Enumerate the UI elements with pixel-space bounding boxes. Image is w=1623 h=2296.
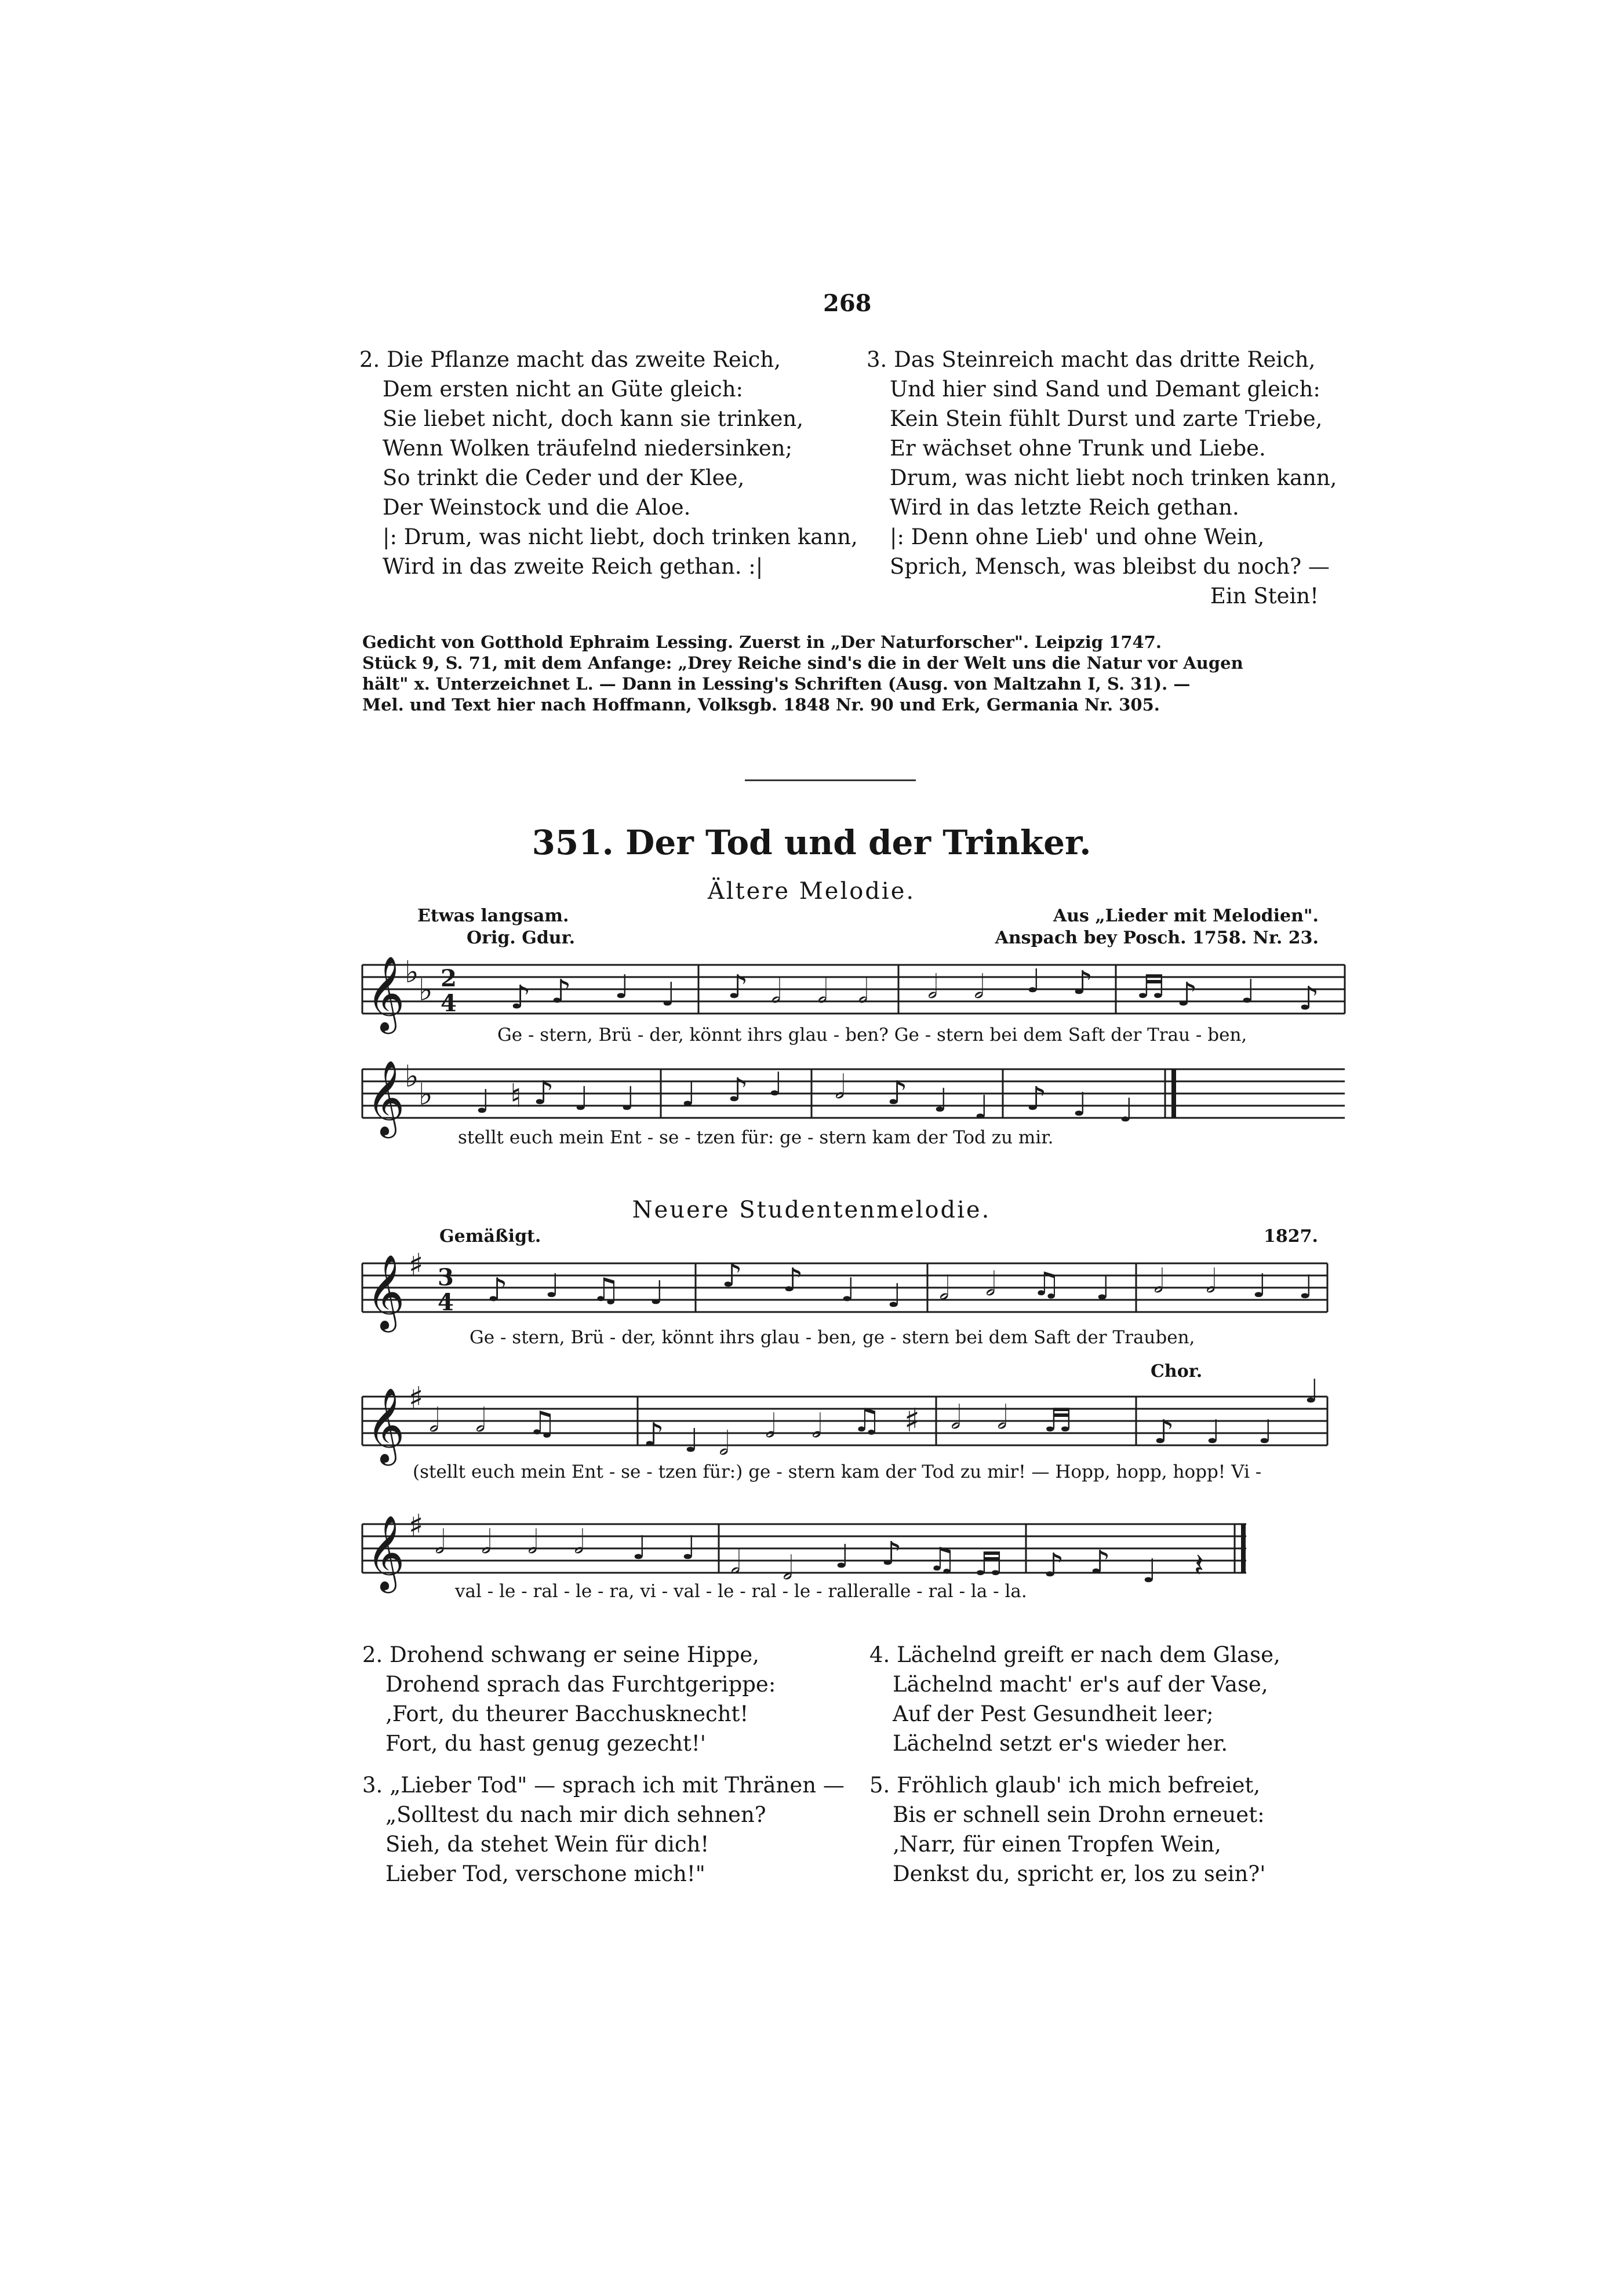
melody-source-2: Anspach bey Posch. 1758. Nr. 23. xyxy=(995,928,1319,948)
svg-text:♫: ♫ xyxy=(927,1541,957,1579)
svg-text:♪: ♪ xyxy=(727,968,748,1006)
svg-text:♩: ♩ xyxy=(1206,1413,1221,1451)
svg-text:♩: ♩ xyxy=(681,1076,697,1114)
verse-line: Lächelnd setzt er's wieder her. xyxy=(893,1731,1228,1756)
notes-staff-5 xyxy=(435,1524,1204,1590)
svg-text:♪: ♪ xyxy=(1072,964,1093,1002)
svg-text:𝄽: 𝄽 xyxy=(1194,1547,1204,1584)
verse-line: Fort, du hast genug gezecht!' xyxy=(385,1731,706,1756)
svg-text:♩: ♩ xyxy=(1304,1373,1320,1411)
svg-text:♪: ♪ xyxy=(1153,1413,1174,1451)
svg-text:♩: ♩ xyxy=(974,1089,989,1127)
svg-text:♩: ♩ xyxy=(475,1083,491,1121)
svg-text:♪: ♪ xyxy=(1177,976,1198,1014)
lyrics-melody2-line3: val - le - ral - le - ra, vi - val - le - ral - le - ralleralle - ral - la - la. xyxy=(455,1581,1027,1602)
notes-staff-4 xyxy=(429,1373,1319,1463)
verse-line: Auf der Pest Gesundheit leer; xyxy=(893,1701,1214,1726)
svg-text:♪: ♪ xyxy=(643,1416,664,1454)
svg-text:𝅗𝅥: 𝅗𝅥 xyxy=(429,1402,439,1439)
svg-text:♪: ♪ xyxy=(727,1072,748,1109)
verse-line: ‚Narr, für einen Tropfen Wein, xyxy=(893,1832,1221,1857)
time-sig-top: 3 xyxy=(438,1264,454,1291)
treble-clef-icon: 𝄞 xyxy=(366,1515,405,1590)
verse-2-bottom xyxy=(362,1640,776,1758)
svg-text:♩: ♩ xyxy=(684,1422,700,1460)
svg-text:♫: ♫ xyxy=(591,1271,621,1309)
svg-text:♩: ♩ xyxy=(1240,973,1256,1011)
page-number: 268 xyxy=(823,290,872,317)
verse-line: 3. Das Steinreich macht das dritte Reich, xyxy=(867,347,1316,372)
svg-text:♩: ♩ xyxy=(681,1529,697,1567)
sharp-icon: ♯ xyxy=(409,1381,424,1416)
staff-5-lines xyxy=(362,1524,1246,1573)
verse-line: Sie liebet nicht, doch kann sie trinken, xyxy=(383,406,803,431)
flat-icon: ♭ xyxy=(419,973,433,1008)
time-sig-top: 2 xyxy=(441,965,457,992)
svg-text:𝅗𝅥: 𝅗𝅥 xyxy=(574,1524,584,1561)
verse-line: Sprich, Mensch, was bleibst du noch? — xyxy=(890,554,1330,579)
svg-text:𝅗𝅥: 𝅗𝅥 xyxy=(719,1425,729,1463)
svg-text:𝅗𝅥: 𝅗𝅥 xyxy=(858,973,868,1011)
flat-icon: ♭ xyxy=(419,1077,433,1112)
melody-2-subtitle: Neuere Studentenmelodie. xyxy=(632,1197,991,1223)
verse-line: Und hier sind Sand und Demant gleich: xyxy=(890,377,1320,402)
verse-5-bottom xyxy=(869,1770,1265,1889)
verse-4-bottom xyxy=(869,1640,1280,1758)
svg-text:♩: ♩ xyxy=(574,1080,589,1118)
svg-text:𝅗𝅥: 𝅗𝅥 xyxy=(951,1399,961,1437)
svg-text:𝅗𝅥: 𝅗𝅥 xyxy=(939,1270,949,1307)
verse-3-bottom xyxy=(362,1770,845,1889)
svg-text:♩: ♩ xyxy=(620,1080,636,1118)
treble-clefs xyxy=(366,956,405,1594)
svg-text:♪: ♪ xyxy=(783,1262,803,1299)
verse-line: 5. Fröhlich glaub' ich mich befreiet, xyxy=(869,1773,1261,1798)
treble-clef-icon: 𝄞 xyxy=(366,1060,405,1135)
verse-line: Wird in das zweite Reich gethan. :| xyxy=(383,554,763,579)
key-marking: Orig. Gdur. xyxy=(467,928,576,948)
verse-line: |: Drum, was nicht liebt, doch trinken kann, xyxy=(383,524,858,549)
svg-text:♩: ♩ xyxy=(887,1277,903,1315)
song-title: 351. Der Tod und der Trinker. xyxy=(532,823,1091,862)
svg-text:♩: ♩ xyxy=(649,1274,665,1312)
note-line: Gedicht von Gotthold Ephraim Lessing. Zuerst in „Der Naturforscher". Leipzig 1747. xyxy=(362,632,1162,652)
svg-text:𝅗𝅥: 𝅗𝅥 xyxy=(1153,1263,1164,1300)
svg-text:𝅗𝅥: 𝅗𝅥 xyxy=(927,968,938,1006)
svg-text:𝅗𝅥: 𝅗𝅥 xyxy=(985,1266,996,1303)
svg-text:♩: ♩ xyxy=(1072,1086,1088,1124)
verse-line: „Solltest du nach mir dich sehnen? xyxy=(385,1802,766,1827)
verse-line: 3. „Lieber Tod" — sprach ich mit Thränen — xyxy=(362,1773,845,1798)
svg-text:𝅗𝅥: 𝅗𝅥 xyxy=(435,1524,445,1561)
verse-line: Wenn Wolken träufelnd niedersinken; xyxy=(383,436,793,461)
svg-text:♩: ♩ xyxy=(835,1538,850,1576)
svg-text:♩: ♩ xyxy=(933,1082,949,1120)
svg-text:♪: ♪ xyxy=(722,1257,743,1295)
verse-line: 4. Lächelnd greift er nach dem Glase, xyxy=(869,1642,1280,1667)
sharp-icon: ♯ xyxy=(409,1248,424,1282)
svg-text:♩: ♩ xyxy=(614,968,630,1006)
chorus-label: Chor. xyxy=(1151,1361,1203,1382)
verse-line: Denkst du, spricht er, los zu sein?' xyxy=(893,1861,1266,1886)
svg-text:𝅗𝅥: 𝅗𝅥 xyxy=(765,1408,776,1445)
verse-line: Bis er schnell sein Drohn erneuet: xyxy=(893,1802,1265,1827)
verse-line: |: Denn ohne Lieb' und ohne Wein, xyxy=(890,524,1265,549)
verse-line: Kein Stein fühlt Durst und zarte Triebe, xyxy=(890,406,1323,431)
svg-text:♫: ♫ xyxy=(1032,1266,1061,1303)
tempo-marking-2: Gemäßigt. xyxy=(439,1226,541,1247)
verse-line: ‚Fort, du theurer Bacchusknecht! xyxy=(385,1701,749,1726)
svg-text:𝅗𝅥: 𝅗𝅥 xyxy=(835,1069,845,1106)
treble-clef-icon: 𝄞 xyxy=(366,956,405,1031)
svg-text:♪: ♪ xyxy=(1090,1544,1111,1581)
svg-text:♪: ♪ xyxy=(1298,980,1319,1018)
sharp-icon: ♯ xyxy=(409,1508,424,1543)
time-sig-bottom: 4 xyxy=(441,990,457,1017)
svg-text:♯: ♯ xyxy=(904,1402,920,1439)
svg-text:♪: ♪ xyxy=(881,1535,902,1573)
svg-text:𝅗𝅥: 𝅗𝅥 xyxy=(481,1524,492,1561)
svg-text:𝅗𝅥: 𝅗𝅥 xyxy=(475,1402,486,1439)
notes-staff-3 xyxy=(487,1257,1313,1315)
svg-text:♪: ♪ xyxy=(533,1074,554,1112)
svg-text:♫: ♫ xyxy=(527,1405,557,1442)
svg-text:♩: ♩ xyxy=(661,976,676,1014)
svg-text:♩: ♩ xyxy=(1142,1552,1158,1590)
svg-text:𝅗𝅥: 𝅗𝅥 xyxy=(997,1399,1007,1437)
svg-text:𝅗𝅥: 𝅗𝅥 xyxy=(1206,1263,1216,1300)
verse-line: Sieh, da stehet Wein für dich! xyxy=(385,1832,709,1857)
tempo-marking-1: Etwas langsam. xyxy=(417,906,569,926)
svg-text:♩: ♩ xyxy=(840,1271,856,1309)
svg-text:♩: ♩ xyxy=(1026,963,1042,1000)
svg-text:𝅗𝅥: 𝅗𝅥 xyxy=(817,973,828,1011)
lyrics-melody2-line1: Ge - stern, Brü - der, könnt ihrs glau - ben, ge - stern bei dem Saft der Trauben, xyxy=(470,1327,1195,1348)
verse-line: 2. Die Pflanze macht das zweite Reich, xyxy=(359,347,781,372)
svg-text:♩: ♩ xyxy=(1298,1269,1314,1306)
svg-text:𝅗𝅥: 𝅗𝅥 xyxy=(812,1408,822,1445)
svg-text:𝅗𝅥: 𝅗𝅥 xyxy=(783,1550,793,1587)
svg-text:♮: ♮ xyxy=(510,1077,522,1115)
verse-line: 2. Drohend schwang er seine Hippe, xyxy=(362,1642,759,1667)
svg-text:♩: ♩ xyxy=(1258,1413,1273,1451)
treble-clef-icon: 𝄞 xyxy=(366,1254,405,1329)
note-line: hält" x. Unterzeichnet L. — Dann in Lessing's Schriften (Ausg. von Maltzahn I, S. 31). — xyxy=(362,674,1191,694)
verse-line: Der Weinstock und die Aloe. xyxy=(383,495,691,520)
notes-staff-2 xyxy=(475,1066,1134,1129)
svg-text:♪: ♪ xyxy=(887,1074,908,1112)
verse-line: Wird in das letzte Reich gethan. xyxy=(890,495,1239,520)
verse-line: Lieber Tod, verschone mich!" xyxy=(385,1861,705,1886)
svg-text:♩: ♩ xyxy=(1096,1270,1111,1307)
lyrics-melody1-line1: Ge - stern, Brü - der, könnt ihrs glau - ben? Ge - stern bei dem Saft der Trau - ben, xyxy=(497,1025,1247,1045)
lyrics-melody2-line2: (stellt euch mein Ent - se - tzen für:) ge - stern kam der Tod zu mir! — Hopp, hopp, hopp! Vi - xyxy=(413,1462,1262,1482)
svg-text:♪: ♪ xyxy=(1026,1080,1047,1118)
verse-line: Lächelnd macht' er's auf der Vase, xyxy=(893,1672,1268,1697)
svg-text:♫: ♫ xyxy=(852,1402,882,1439)
treble-clef-icon: 𝄞 xyxy=(366,1387,405,1463)
flat-icon: ♭ xyxy=(405,1059,419,1094)
key-signatures xyxy=(405,955,433,1543)
svg-text:♬: ♬ xyxy=(1136,968,1166,1006)
verse-line: Drohend sprach das Furchtgerippe: xyxy=(385,1672,776,1697)
svg-text:𝅗𝅥: 𝅗𝅥 xyxy=(974,968,984,1006)
verse-line: Dem ersten nicht an Güte gleich: xyxy=(383,377,744,402)
verse-line: Ein Stein! xyxy=(1210,584,1319,608)
verse-line: Er wächset ohne Trunk und Liebe. xyxy=(890,436,1266,461)
note-line: Stück 9, S. 71, mit dem Anfange: „Drey Reiche sind's die in der Welt uns die Natur vor Augen xyxy=(362,653,1243,673)
note-line: Mel. und Text hier nach Hoffmann, Volksgb. 1848 Nr. 90 und Erk, Germania Nr. 305. xyxy=(362,695,1160,715)
melody-source-1: Aus „Lieder mit Melodien". xyxy=(1053,906,1319,926)
time-sig-bottom: 4 xyxy=(438,1289,454,1316)
svg-text:𝅗𝅥: 𝅗𝅥 xyxy=(527,1524,538,1561)
svg-text:♪: ♪ xyxy=(510,979,531,1016)
svg-text:♪: ♪ xyxy=(487,1271,508,1309)
svg-text:♩: ♩ xyxy=(768,1066,784,1103)
flat-icon: ♭ xyxy=(405,955,419,990)
svg-text:♩: ♩ xyxy=(632,1529,647,1567)
svg-text:𝅗𝅥: 𝅗𝅥 xyxy=(730,1544,741,1581)
svg-text:♪: ♪ xyxy=(551,973,572,1011)
svg-text:♬: ♬ xyxy=(974,1546,1003,1583)
svg-text:♪: ♪ xyxy=(1043,1547,1064,1584)
svg-text:♩: ♩ xyxy=(545,1267,561,1305)
verse-line: So trinkt die Ceder und der Klee, xyxy=(383,465,745,490)
svg-text:♩: ♩ xyxy=(1119,1092,1134,1129)
svg-text:♬: ♬ xyxy=(1043,1402,1073,1439)
lyrics-melody1-line2: stellt euch mein Ent - se - tzen für: ge - stern kam der Tod zu mir. xyxy=(458,1127,1054,1148)
verse-line: Drum, was nicht liebt noch trinken kann, xyxy=(890,465,1337,490)
svg-text:♩: ♩ xyxy=(1252,1267,1268,1305)
melody-2-year: 1827. xyxy=(1264,1226,1318,1247)
svg-text:𝅗𝅥: 𝅗𝅥 xyxy=(771,973,781,1011)
staff-4-lines xyxy=(362,1397,1327,1445)
melody-1-subtitle: Ältere Melodie. xyxy=(707,878,916,905)
